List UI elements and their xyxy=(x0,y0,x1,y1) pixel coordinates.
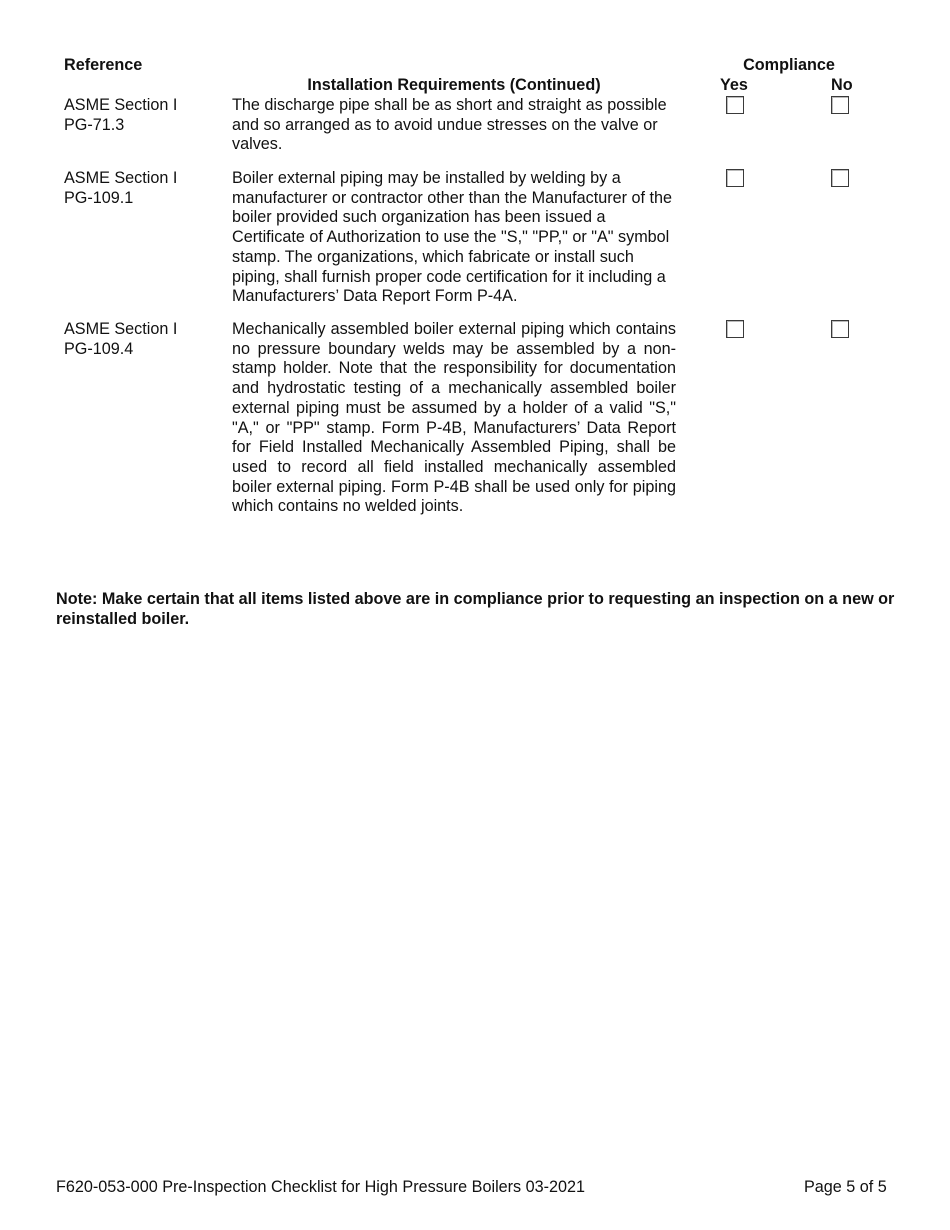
footer-form-title: F620-053-000 Pre-Inspection Checklist for High Pressure Boilers 03-2021 xyxy=(56,1178,586,1196)
requirement-text: Boiler external piping may be installed by welding by a manufacturer or contractor other than the Manufacturer of the boiler provided such organization has been issued a Certificate of Authorization to use the "S," "PP," or "A" symbol stamp. The organizations, which fabricate or install such piping, shall furnish proper code certification for it including a Manufacturers’ Data Report Form P-4A. xyxy=(232,169,672,306)
compliance-no-checkbox[interactable] xyxy=(831,320,849,338)
reference-code-section: ASME Section I xyxy=(64,320,178,338)
yes-column-header: Yes xyxy=(720,76,748,94)
footer-page-number: Page 5 of 5 xyxy=(804,1178,887,1196)
row-reference xyxy=(64,96,224,135)
reference-column-header: Reference xyxy=(64,56,143,74)
compliance-note: Note: Make certain that all items listed above are in compliance prior to requesting an inspection on a new or reinstalled boiler. xyxy=(56,590,895,628)
requirements-column-header: Installation Requirements (Continued) xyxy=(307,76,601,94)
row-reference xyxy=(64,169,224,208)
reference-code-paragraph: PG-109.1 xyxy=(64,188,134,207)
compliance-no-checkbox[interactable] xyxy=(831,96,849,114)
compliance-column-header: Compliance xyxy=(743,56,835,74)
compliance-yes-checkbox[interactable] xyxy=(726,96,744,114)
compliance-yes-checkbox[interactable] xyxy=(726,169,744,187)
requirement-text: The discharge pipe shall be as short and straight as possible and so arranged as to avoid undue stresses on the valve or valves. xyxy=(232,96,667,154)
requirement-text: Mechanically assembled boiler external piping which contains no pressure boundary welds may be assembled by a non-stamp holder. Note that the responsibility for documentation and hydrostatic testing of a mechanically assembled boiler external piping must be assumed by a holder of a valid "S," "A," or "PP" stamp. Form P-4B, Manufacturers’ Data Report for Field Installed Mechanically Assembled Piping, shall be used to record all field installed mechanically assembled boiler external piping. Form P-4B shall be used only for piping which contains no welded joints. xyxy=(232,320,676,516)
reference-code-section: ASME Section I xyxy=(64,96,178,114)
compliance-yes-checkbox[interactable] xyxy=(726,320,744,338)
compliance-no-checkbox[interactable] xyxy=(831,169,849,187)
reference-code-paragraph: PG-71.3 xyxy=(64,115,125,134)
row-reference xyxy=(64,320,224,359)
reference-code-paragraph: PG-109.4 xyxy=(64,339,134,358)
reference-code-section: ASME Section I xyxy=(64,169,178,187)
no-column-header: No xyxy=(831,76,853,94)
